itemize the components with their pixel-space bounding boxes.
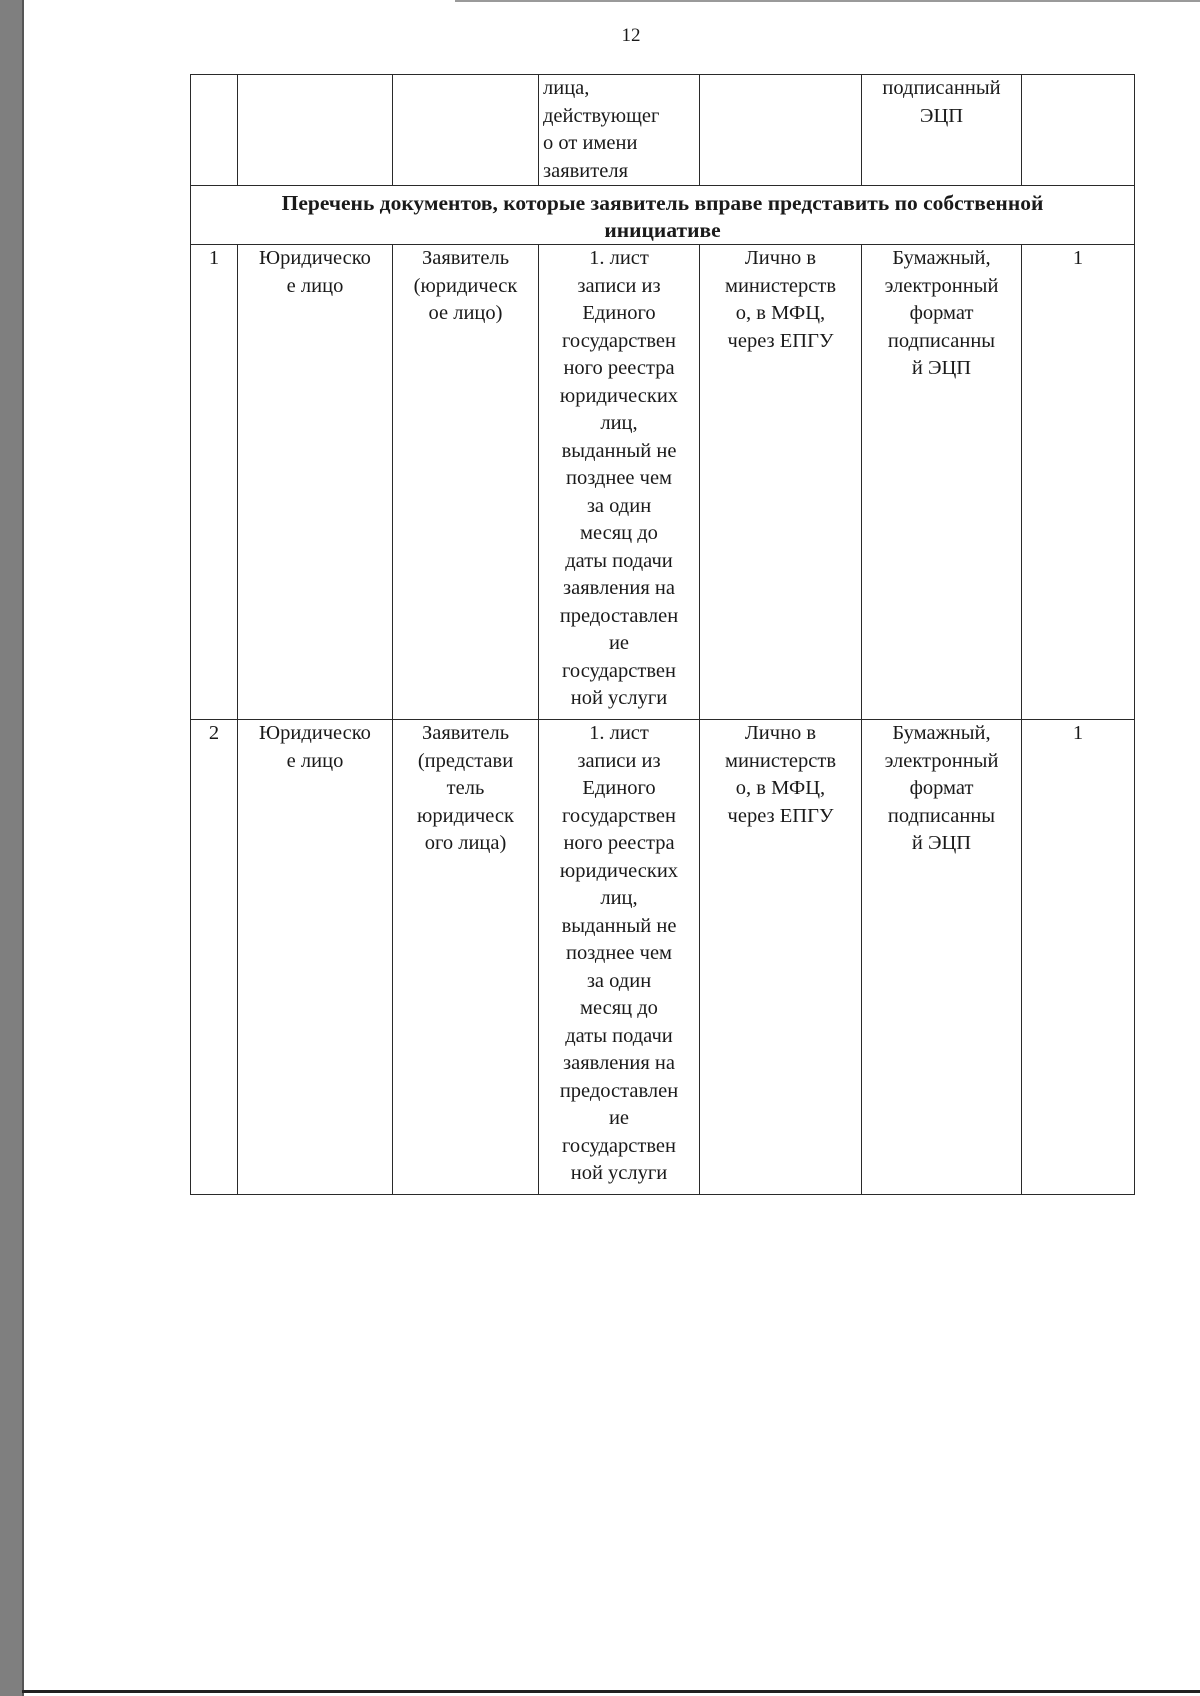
row-number [191, 245, 238, 720]
cell-format [862, 245, 1022, 720]
cell-category [238, 720, 393, 1195]
table-cell [238, 75, 393, 186]
page-left-edge [22, 0, 24, 1696]
cell-category [238, 245, 393, 720]
cell-text: Лично в министерств о, в МФЦ, через ЕПГУ [724, 722, 837, 827]
cell-text: Бумажный, электронный формат подписанны й ЭЦП [884, 247, 999, 379]
table-section-heading-row [191, 186, 1135, 245]
cell-document [539, 245, 700, 720]
section-heading-text: Перечень документов, которые заявитель вправе представить по собственной инициативе [281, 191, 1044, 242]
cell-text: 1 [1072, 247, 1084, 269]
cell-text: Юридическо е лицо [259, 247, 371, 297]
table-cell [1022, 75, 1135, 186]
cell-count [1022, 245, 1135, 720]
cell-format [862, 720, 1022, 1195]
cell-applicant [393, 245, 539, 720]
cell-text: Бумажный, электронный формат подписанны й ЭЦП [884, 722, 999, 854]
cell-document [539, 720, 700, 1195]
cell-count [1022, 720, 1135, 1195]
cell-text: Юридическо е лицо [259, 722, 371, 772]
cell-text: 1. лист записи из Единого государствен ного реестра юридических лиц, выданный не позднее чем за один месяц до даты подачи заявления на предоставлен ие государствен ной услуги [559, 247, 679, 709]
row-number-text: 1 [208, 247, 220, 269]
cell-text: 1 [1072, 722, 1084, 744]
section-heading [191, 186, 1135, 245]
table-row [191, 245, 1135, 720]
cell-text: Заявитель (юридическ ое лицо) [413, 247, 518, 324]
table-cell-format [862, 75, 1022, 186]
page-top-edge [455, 0, 1200, 2]
cell-text: Заявитель (представи тель юридическ ого лица) [417, 722, 514, 854]
cell-text: 1. лист записи из Единого государствен ного реестра юридических лиц, выданный не позднее чем за один месяц до даты подачи заявления на предоставлен ие государствен ной услуги [559, 722, 679, 1184]
table-cell [191, 75, 238, 186]
row-number [191, 720, 238, 1195]
cell-text: подписанный ЭЦП [882, 77, 1001, 127]
table-cell [700, 75, 862, 186]
cell-method [700, 245, 862, 720]
cell-method [700, 720, 862, 1195]
cell-text: Лично в министерств о, в МФЦ, через ЕПГУ [724, 247, 837, 352]
row-number-text: 2 [208, 722, 220, 744]
documents-table [190, 74, 1135, 1195]
cell-applicant [393, 720, 539, 1195]
scanner-left-margin [0, 0, 22, 1696]
page-bottom-edge [22, 1690, 1200, 1693]
table-row [191, 720, 1135, 1195]
table-cell [393, 75, 539, 186]
page-number: 12 [621, 25, 641, 46]
table-cell-document [539, 75, 700, 186]
table-row-continuation [191, 75, 1135, 186]
cell-text: лица, действующег о от имени заявителя [543, 77, 660, 182]
